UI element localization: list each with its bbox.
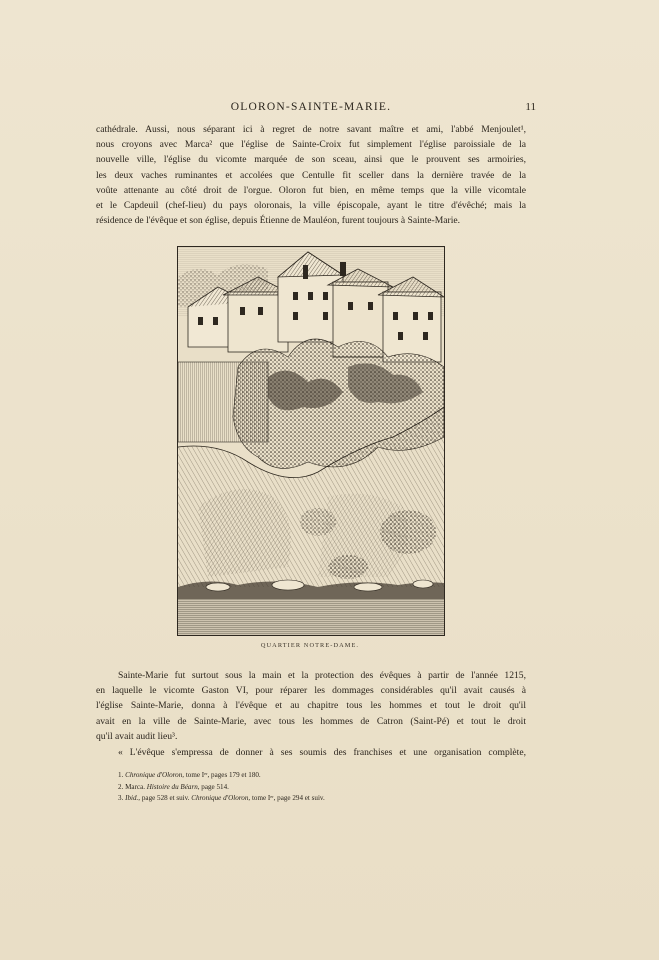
text-line: et le Capdeuil (chef-lieu) du pays oloronais, la ville épiscopale, ayant le titre d'évêché; mais la [96,200,526,212]
footnote-3: 3. Ibid., page 528 et suiv. Chronique d'Oloron, tome Iᵉʳ, page 294 et suiv. [118,794,325,802]
paragraph-2 [96,668,526,744]
text-line: qu'il avait audit lieu³. [96,730,178,742]
text-line: en laquelle le vicomte Gaston VI, pour réparer les dommages considérables qu'il avait causés à [96,685,526,697]
paragraph-1 [96,122,526,228]
text-line: voûte attenante au côté droit de l'orgue. Oloron fut bien, en même temps que la ville vicomtale [96,184,526,196]
text-line: résidence de l'évêque et son église, depuis Étienne de Mauléon, furent toujours à Sainte-Marie. [96,215,461,227]
engraving-illustration [178,247,444,635]
text-line: nouvelle ville, l'église du vicomte marquée de son sceau, ainsi que le prouvent ses armoiries, [96,154,526,166]
text-line: les deux vaches ruminantes et accolées que Centulle fit sceller dans la dernière travée de la [96,169,526,181]
paragraph-3 [96,745,526,760]
engraving-quartier-notre-dame [177,246,445,636]
text-line: cathédrale. Aussi, nous séparant ici à regret de notre savant maître et ami, l'abbé Menjoulet¹, [96,124,526,135]
footnote-1: 1. Chronique d'Oloron, tome Iᵉʳ, pages 179 et 180. [118,771,261,779]
text-line: Sainte-Marie fut surtout sous la main et la protection des évêques à partir de l'année 1215, [118,670,526,681]
footnote-2: 2. Marca. Histoire du Béarn, page 514. [118,782,229,791]
footnotes [118,770,518,805]
page-number: 11 [525,101,536,113]
figure-caption: QUARTIER NOTRE-DAME. [260,642,360,649]
text-line: avait en la ville de Sainte-Marie, avec tous les hommes de Catron (Saint-Pé) et tout le droit [96,715,526,727]
text-line: « L'évêque s'empressa de donner à ses soumis des franchises et une organisation complète, [118,747,526,758]
page-header [96,101,536,117]
text-line: nous croyons avec Marca² que l'église de Sainte-Croix fut simplement l'église paroissiale de la [96,139,526,151]
running-title: OLORON-SAINTE-MARIE. [230,101,392,113]
text-line: l'église Sainte-Marie, donna à l'évêque et au chapitre tous les hommes et tout le droit qu'il [96,700,526,712]
